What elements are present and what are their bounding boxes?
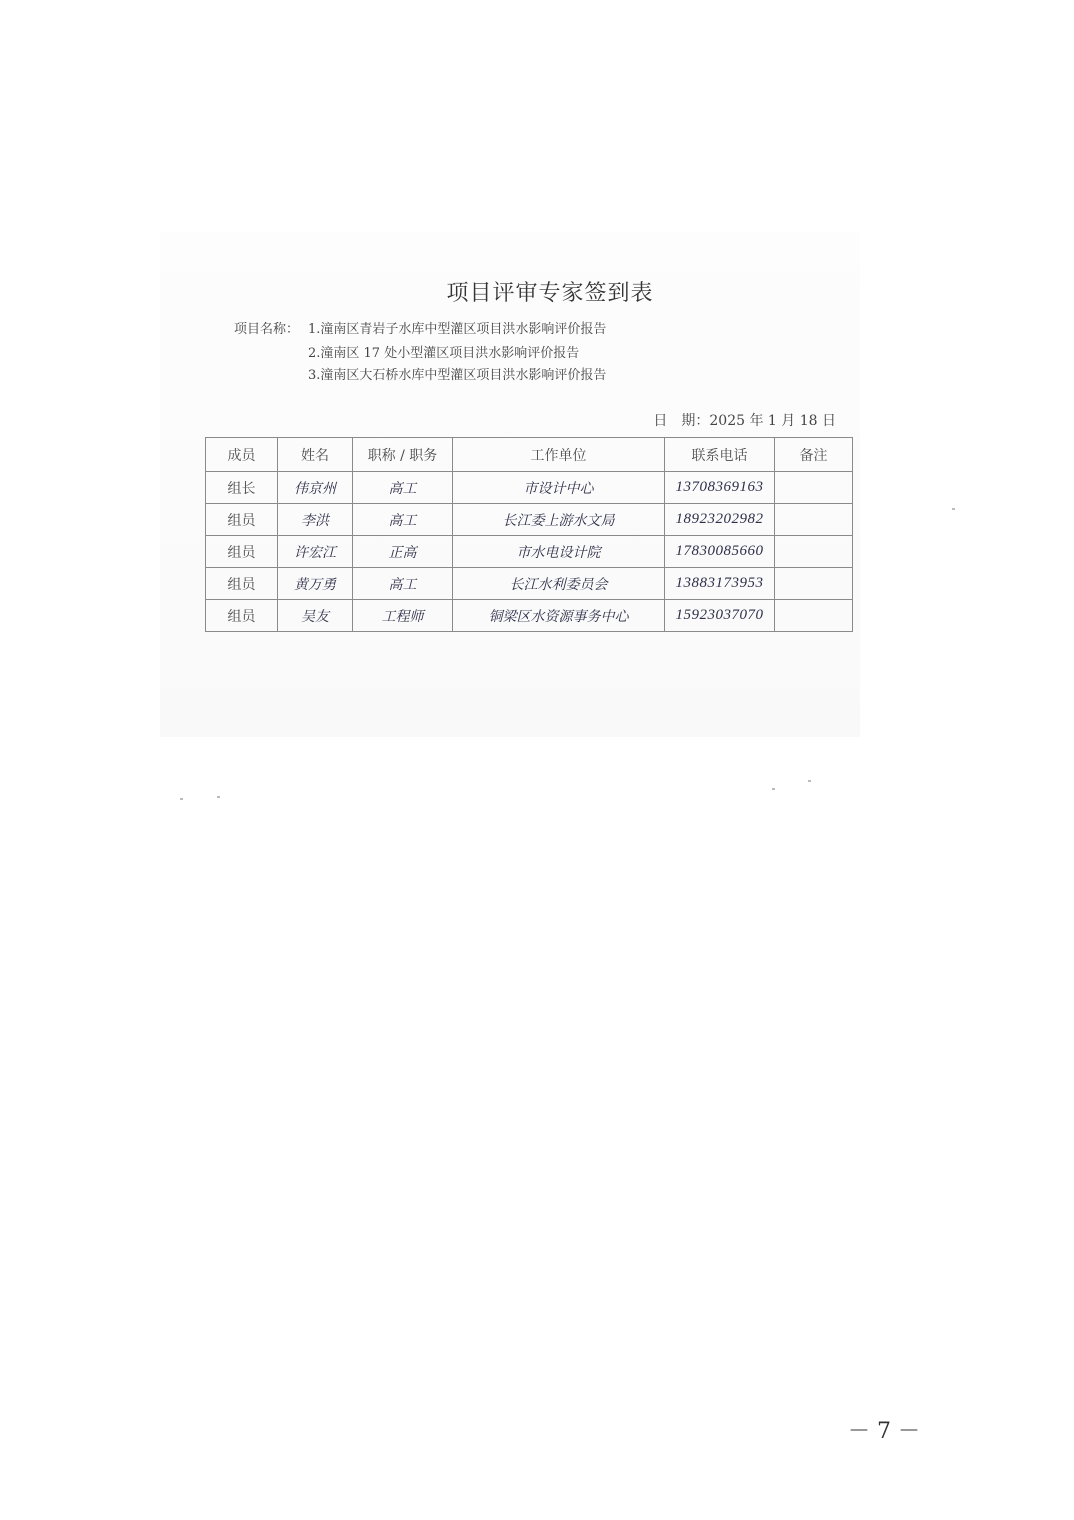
cell-role: 组长 <box>206 472 278 504</box>
cell-name-signature: 伟京州 <box>278 472 353 504</box>
cell-phone: 15923037070 <box>665 600 775 632</box>
cell-phone: 17830085660 <box>665 536 775 568</box>
cell-role: 组员 <box>206 600 278 632</box>
cell-unit: 长江水利委员会 <box>453 568 665 600</box>
cell-title: 高工 <box>353 472 453 504</box>
cell-phone: 13883173953 <box>665 568 775 600</box>
cell-unit: 市水电设计院 <box>453 536 665 568</box>
cell-note <box>775 536 853 568</box>
cell-name-signature: 许宏江 <box>278 536 353 568</box>
cell-title: 正高 <box>353 536 453 568</box>
sign-in-table <box>205 437 853 632</box>
cell-title: 高工 <box>353 568 453 600</box>
project-item: 2.潼南区 17 处小型灌区项目洪水影响评价报告 <box>308 346 580 361</box>
cell-title: 高工 <box>353 504 453 536</box>
cell-name-signature: 李洪 <box>278 504 353 536</box>
cell-role: 组员 <box>206 536 278 568</box>
cell-unit: 长江委上游水文局 <box>453 504 665 536</box>
document-title: 项目评审专家签到表 <box>446 281 654 306</box>
scan-speck <box>217 796 220 798</box>
cell-name-signature: 吴友 <box>278 600 353 632</box>
table-row <box>206 504 853 536</box>
cell-phone: 13708369163 <box>665 472 775 504</box>
header-unit: 工作单位 <box>453 438 665 472</box>
cell-note <box>775 568 853 600</box>
cell-name-signature: 黄万勇 <box>278 568 353 600</box>
table-row <box>206 600 853 632</box>
project-label: 项目名称： <box>234 322 300 337</box>
cell-role: 组员 <box>206 504 278 536</box>
cell-title: 工程师 <box>353 600 453 632</box>
cell-note <box>775 504 853 536</box>
cell-role: 组员 <box>206 568 278 600</box>
header-phone: 联系电话 <box>665 438 775 472</box>
scan-speck <box>772 788 775 790</box>
table-row <box>206 536 853 568</box>
cell-unit: 市设计中心 <box>453 472 665 504</box>
scan-speck <box>808 780 811 782</box>
header-name: 姓名 <box>278 438 353 472</box>
cell-phone: 18923202982 <box>665 504 775 536</box>
cell-unit: 铜梁区水资源事务中心 <box>453 600 665 632</box>
date-line: 日 期：2025 年 1 月 18 日 <box>653 413 836 429</box>
scan-speck <box>180 798 183 800</box>
scan-speck <box>952 508 955 510</box>
cell-note <box>775 472 853 504</box>
table-header-row <box>206 438 853 472</box>
table-row <box>206 472 853 504</box>
header-member: 成员 <box>206 438 278 472</box>
cell-note <box>775 600 853 632</box>
header-title: 职称 / 职务 <box>353 438 453 472</box>
table-row <box>206 568 853 600</box>
page-number: － 7 － <box>848 1419 920 1444</box>
project-item: 1.潼南区青岩子水库中型灌区项目洪水影响评价报告 <box>308 322 607 337</box>
header-note: 备注 <box>775 438 853 472</box>
project-item: 3.潼南区大石桥水库中型灌区项目洪水影响评价报告 <box>308 368 607 383</box>
